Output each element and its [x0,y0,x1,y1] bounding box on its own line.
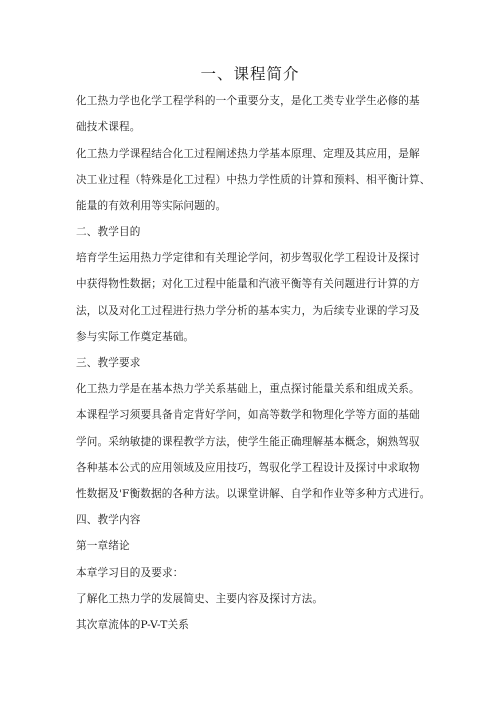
text-line: 了解化工热力学的发展简史、主要内容及探讨方法。 [76,593,324,605]
section-heading: 四、教学内容 [76,514,141,526]
text-line: 本课程学习须要具备肯定背好学问，如高等数学和物理化学等方面的基础 [76,409,420,421]
text-line: 决工业过程（特殊是化工过程）中热力学性质的计算和预料、相平衡计算、 [76,174,431,186]
text-line: 学问。采纳敏捷的课程教学方法，使学生能正确理解基本概念，娴熟驾驭 [76,436,420,448]
text-line: 本章学习目的及要求： [76,567,184,579]
section-heading: 二、教学目的 [76,226,141,238]
section-heading: 三、教学要求 [76,357,141,369]
text-line: 各种基本公式的应用领域及应用技巧，驾驭化学工程设计及探讨中求取物 [76,462,420,474]
page-title: 一、课程简介 [200,65,300,83]
text-line: 培育学生运用热力学定律和有关理论学问，初步驾驭化学工程设计及探讨 [76,252,420,264]
text-line: 化工热力学课程结合化工过程阐述热力学基本原理、定理及其应用，是解 [76,148,420,160]
text-line: 化工热力学是在基本热力学关系基础上，重点探讨能量关系和组成关系。 [76,383,420,395]
text-line: 法，以及对化工过程进行热力学分析的基本实力，为后续专业课的学习及 [76,305,420,317]
text-line: 础技术课程。 [76,121,141,133]
chapter-heading: 其次章流体的P-V-T关系 [76,619,190,631]
text-line: 能量的有效利用等实际问题的。 [76,200,227,212]
text-line: 参与实际工作奠定基础。 [76,331,195,343]
text-line: 中获得物性数据；对化工过程中能量和汽液平衡等有关问题进行计算的方 [76,278,420,290]
chapter-heading: 第一章绪论 [76,540,130,552]
text-line: 化工热力学也化学工程学科的一个重要分支，是化工类专业学生必修的基 [76,95,420,107]
text-line: 性数据及'F衡数据的各种方法。以课堂讲解、自学和作业等多种方式进行。 [76,488,431,500]
